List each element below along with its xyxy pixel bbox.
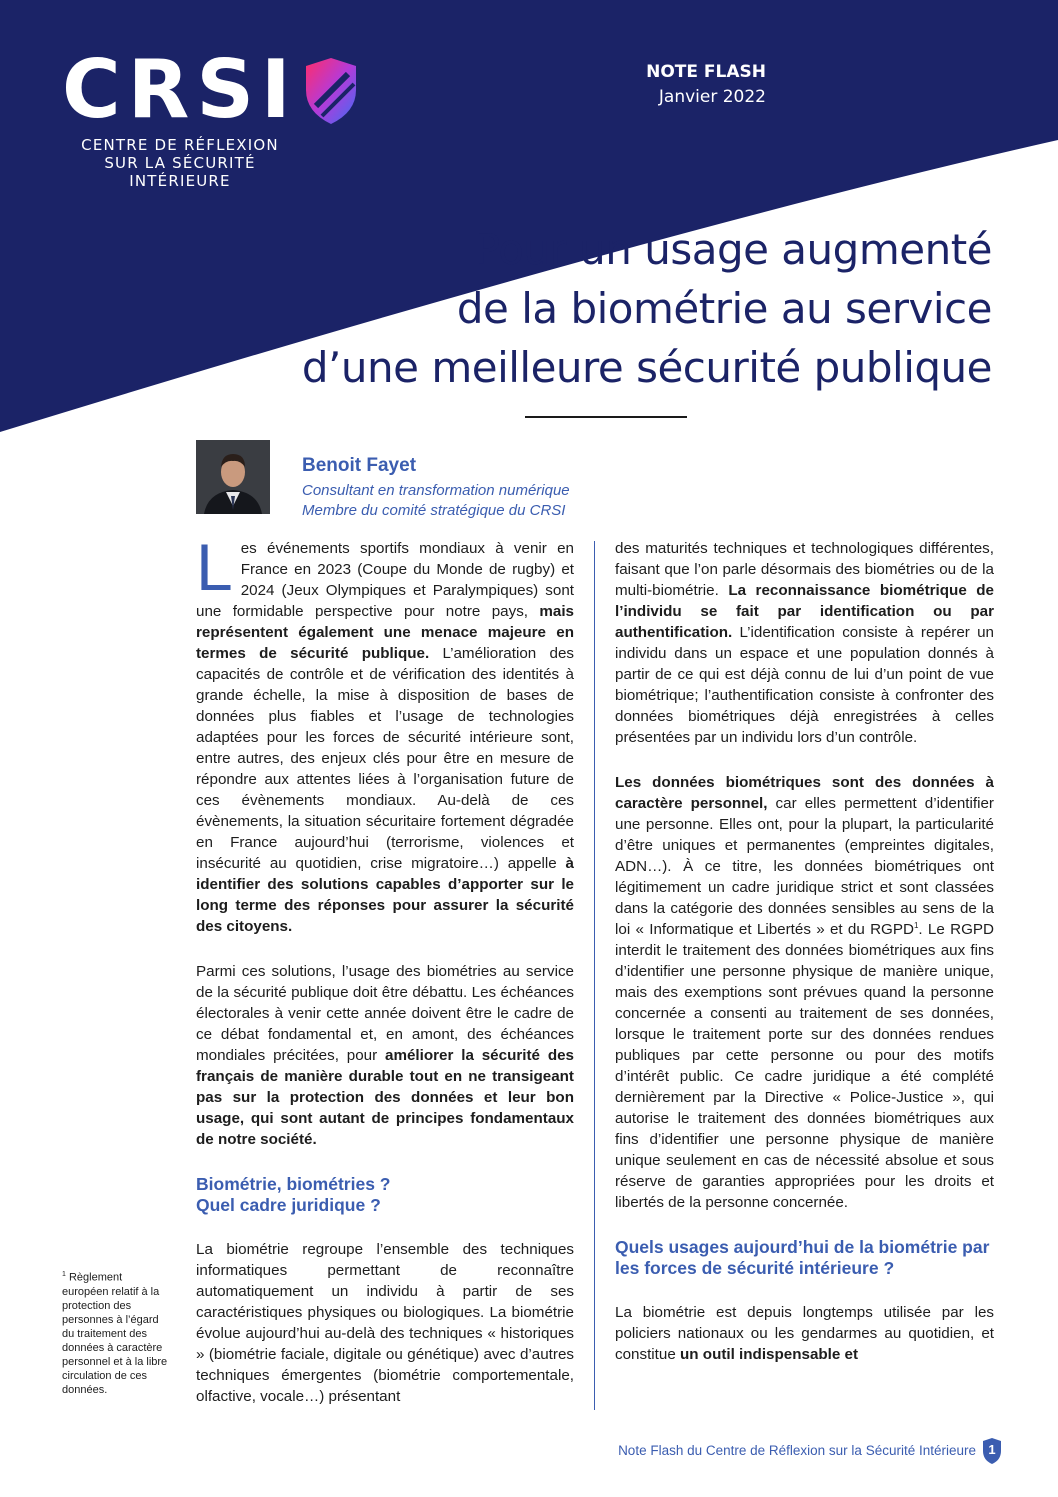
title-line: de la biométrie au service: [456, 284, 992, 333]
logo-text: CRSI: [62, 43, 298, 136]
author-role-line: Membre du comité stratégique du CRSI: [302, 502, 566, 519]
text-run-bold: mais représentent également une menace majeure en termes de sécurité publique.: [196, 603, 574, 662]
author-name: Benoit Fayet: [302, 455, 417, 476]
text-run-bold: améliorer la sécurité des français de manière durable tout en ne transigeant pas sur la protection des données et leur bon usage, qui sont autant de principes fondamentaux de notre société.: [196, 1047, 574, 1148]
author-role: [302, 481, 570, 521]
text-run: des maturités techniques et technologiques différentes, faisant que l’on parle désormais des biométries ou de la multi-biométrie.: [615, 540, 994, 599]
section-heading: Quels usages aujourd’hui de la biométrie par les forces de sécurité intérieure ?: [615, 1237, 990, 1278]
paragraph: La biométrie regroupe l’ensemble des techniques informatiques permettant de reconnaître automatiquement un individu à partir de ses caractéristiques physiques ou biologiques. La biométrie évolue aujourd’hui au-delà des techniques « historiques » (biométrie faciale, digitale ou génétique) avec d’autres techniques émergentes (biométrie comportementale, olfactive, vocale…) présentant: [196, 1241, 574, 1405]
title-line: d’une meilleure sécurité publique: [301, 343, 992, 392]
text-run: car elles permettent d’identifier une personne. Elles ont, pour la plupart, la particularité d’être uniques et permanentes (empreintes digitales, ADN…). À ce titre, les données biométriques ont légitimement un cadre juridique strict et sont classées dans la catégorie des données sensibles au sens de la loi « Informatique et Libertés » et du RGPD: [615, 795, 994, 938]
note-label: NOTE FLASH: [646, 62, 766, 82]
shield-logo-icon: [302, 56, 360, 126]
footer-text: Note Flash du Centre de Réflexion sur la Sécurité Intérieure: [618, 1443, 976, 1458]
right-column: [615, 538, 994, 1389]
column-divider: [594, 541, 595, 1410]
author-photo: [196, 440, 270, 514]
text-run: La biométrie est depuis longtemps utilisée par les policiers nationaux ou les gendarmes au quotidien, et constitue: [615, 1304, 994, 1363]
paragraph: [615, 1302, 994, 1365]
text-run-bold: Les données biométriques sont des données à caractère personnel,: [615, 774, 994, 812]
drop-cap: L: [196, 530, 233, 604]
text-run-bold: à identifier des solutions capables d’apporter sur le long terme des réponses pour assurer la sécurité des citoyens.: [196, 855, 574, 935]
section-heading: [196, 1174, 574, 1216]
author-role-line: Consultant en transformation numérique: [302, 482, 570, 499]
title-divider: [525, 416, 687, 418]
left-column: [196, 530, 575, 1431]
text-run: L’amélioration des capacités de contrôle et de vérification des identités à grande échelle, la mise à disposition de bases de données plus fiables et l’usage de technologies adaptées pour les forces de sécurité intérieure sont, entre autres, des enjeux clés pour être en mesure de répondre aux attentes liées à l’organisation future de ces évènements mondiaux. Au-delà de ces évènements, la situation sécuritaire fortement dégradée en France aujourd’hui (terrorisme, violences et insécurité au quotidien, crise migratoire…) appelle: [196, 645, 575, 872]
section-heading-line: Quel cadre juridique ?: [196, 1195, 381, 1215]
section-heading-line: Biométrie, biométries ?: [196, 1174, 391, 1194]
footnote: [62, 1268, 170, 1397]
text-run-bold: La reconnaissance biométrique de l’individu se fait par identification ou par authentification.: [615, 582, 994, 641]
text-run: es événements sportifs mondiaux à venir en France en 2023 (Coupe du Monde de rugby) et 2024 (Jeux Olympiques et Paralympiques) sont une formidable perspective pour notre pays,: [196, 540, 574, 620]
text-run: . Le RGPD interdit le traitement des données biométriques aux fins d’identifier une personne physique de manière unique, mais des exemptions sont prévues quand la personne concernée a consenti au traitement de ses données, lorsque le traitement porte sur des données rendues publiques par cette personne ou pour des motifs d’intérêt public. Ce cadre juridique a été complété dernièrement par la Directive « Police-Justice », qui autorise le traitement des données biométriques aux fins d’identifier une personne physique de manière unique seulement en cas de nécessité absolue et sous réserve de garanties appropriées pour les droits et libertés de la personne concernée.: [615, 921, 994, 1211]
footnote-text: Règlement européen relatif à la protection des personnes à l’égard du traitement des données à caractère personnel et à la libre circulation de ces données.: [62, 1271, 168, 1396]
page-number-badge: [982, 1438, 1002, 1464]
page-title: [232, 220, 992, 397]
logo-subtitle: [60, 136, 300, 190]
page-number: 1: [988, 1442, 996, 1457]
logo-subtitle-line: SUR LA SÉCURITÉ INTÉRIEURE: [104, 154, 256, 190]
footnote-ref[interactable]: 1: [913, 920, 919, 930]
footnote-number: 1: [62, 1271, 66, 1278]
text-run-bold: un outil indispensable et: [680, 1346, 859, 1363]
paragraph: [196, 530, 575, 937]
note-date: Janvier 2022: [658, 87, 766, 107]
logo-subtitle-line: CENTRE DE RÉFLEXION: [81, 136, 279, 154]
text-run: L’identification consiste à repérer un individu dans un espace et une population donnés à partir de ce qui est déjà connu de lui d’un point de vue biométrique; l’authentification consiste à confronter des données biométriques déjà enregistrées à celles présentées par un individu lors d’un contrôle.: [615, 624, 994, 746]
title-line: Pour un usage augmenté: [474, 225, 992, 274]
paragraph: [615, 772, 994, 1213]
paragraph: [615, 538, 994, 748]
text-run: Parmi ces solutions, l’usage des biométries au service de la sécurité publique doit être débattu. Les échéances électorales à venir cette année doivent être le cadre de ce débat fondamental et, en amont, des échéances mondiales précitées, pour: [196, 963, 574, 1064]
paragraph: [196, 961, 574, 1150]
